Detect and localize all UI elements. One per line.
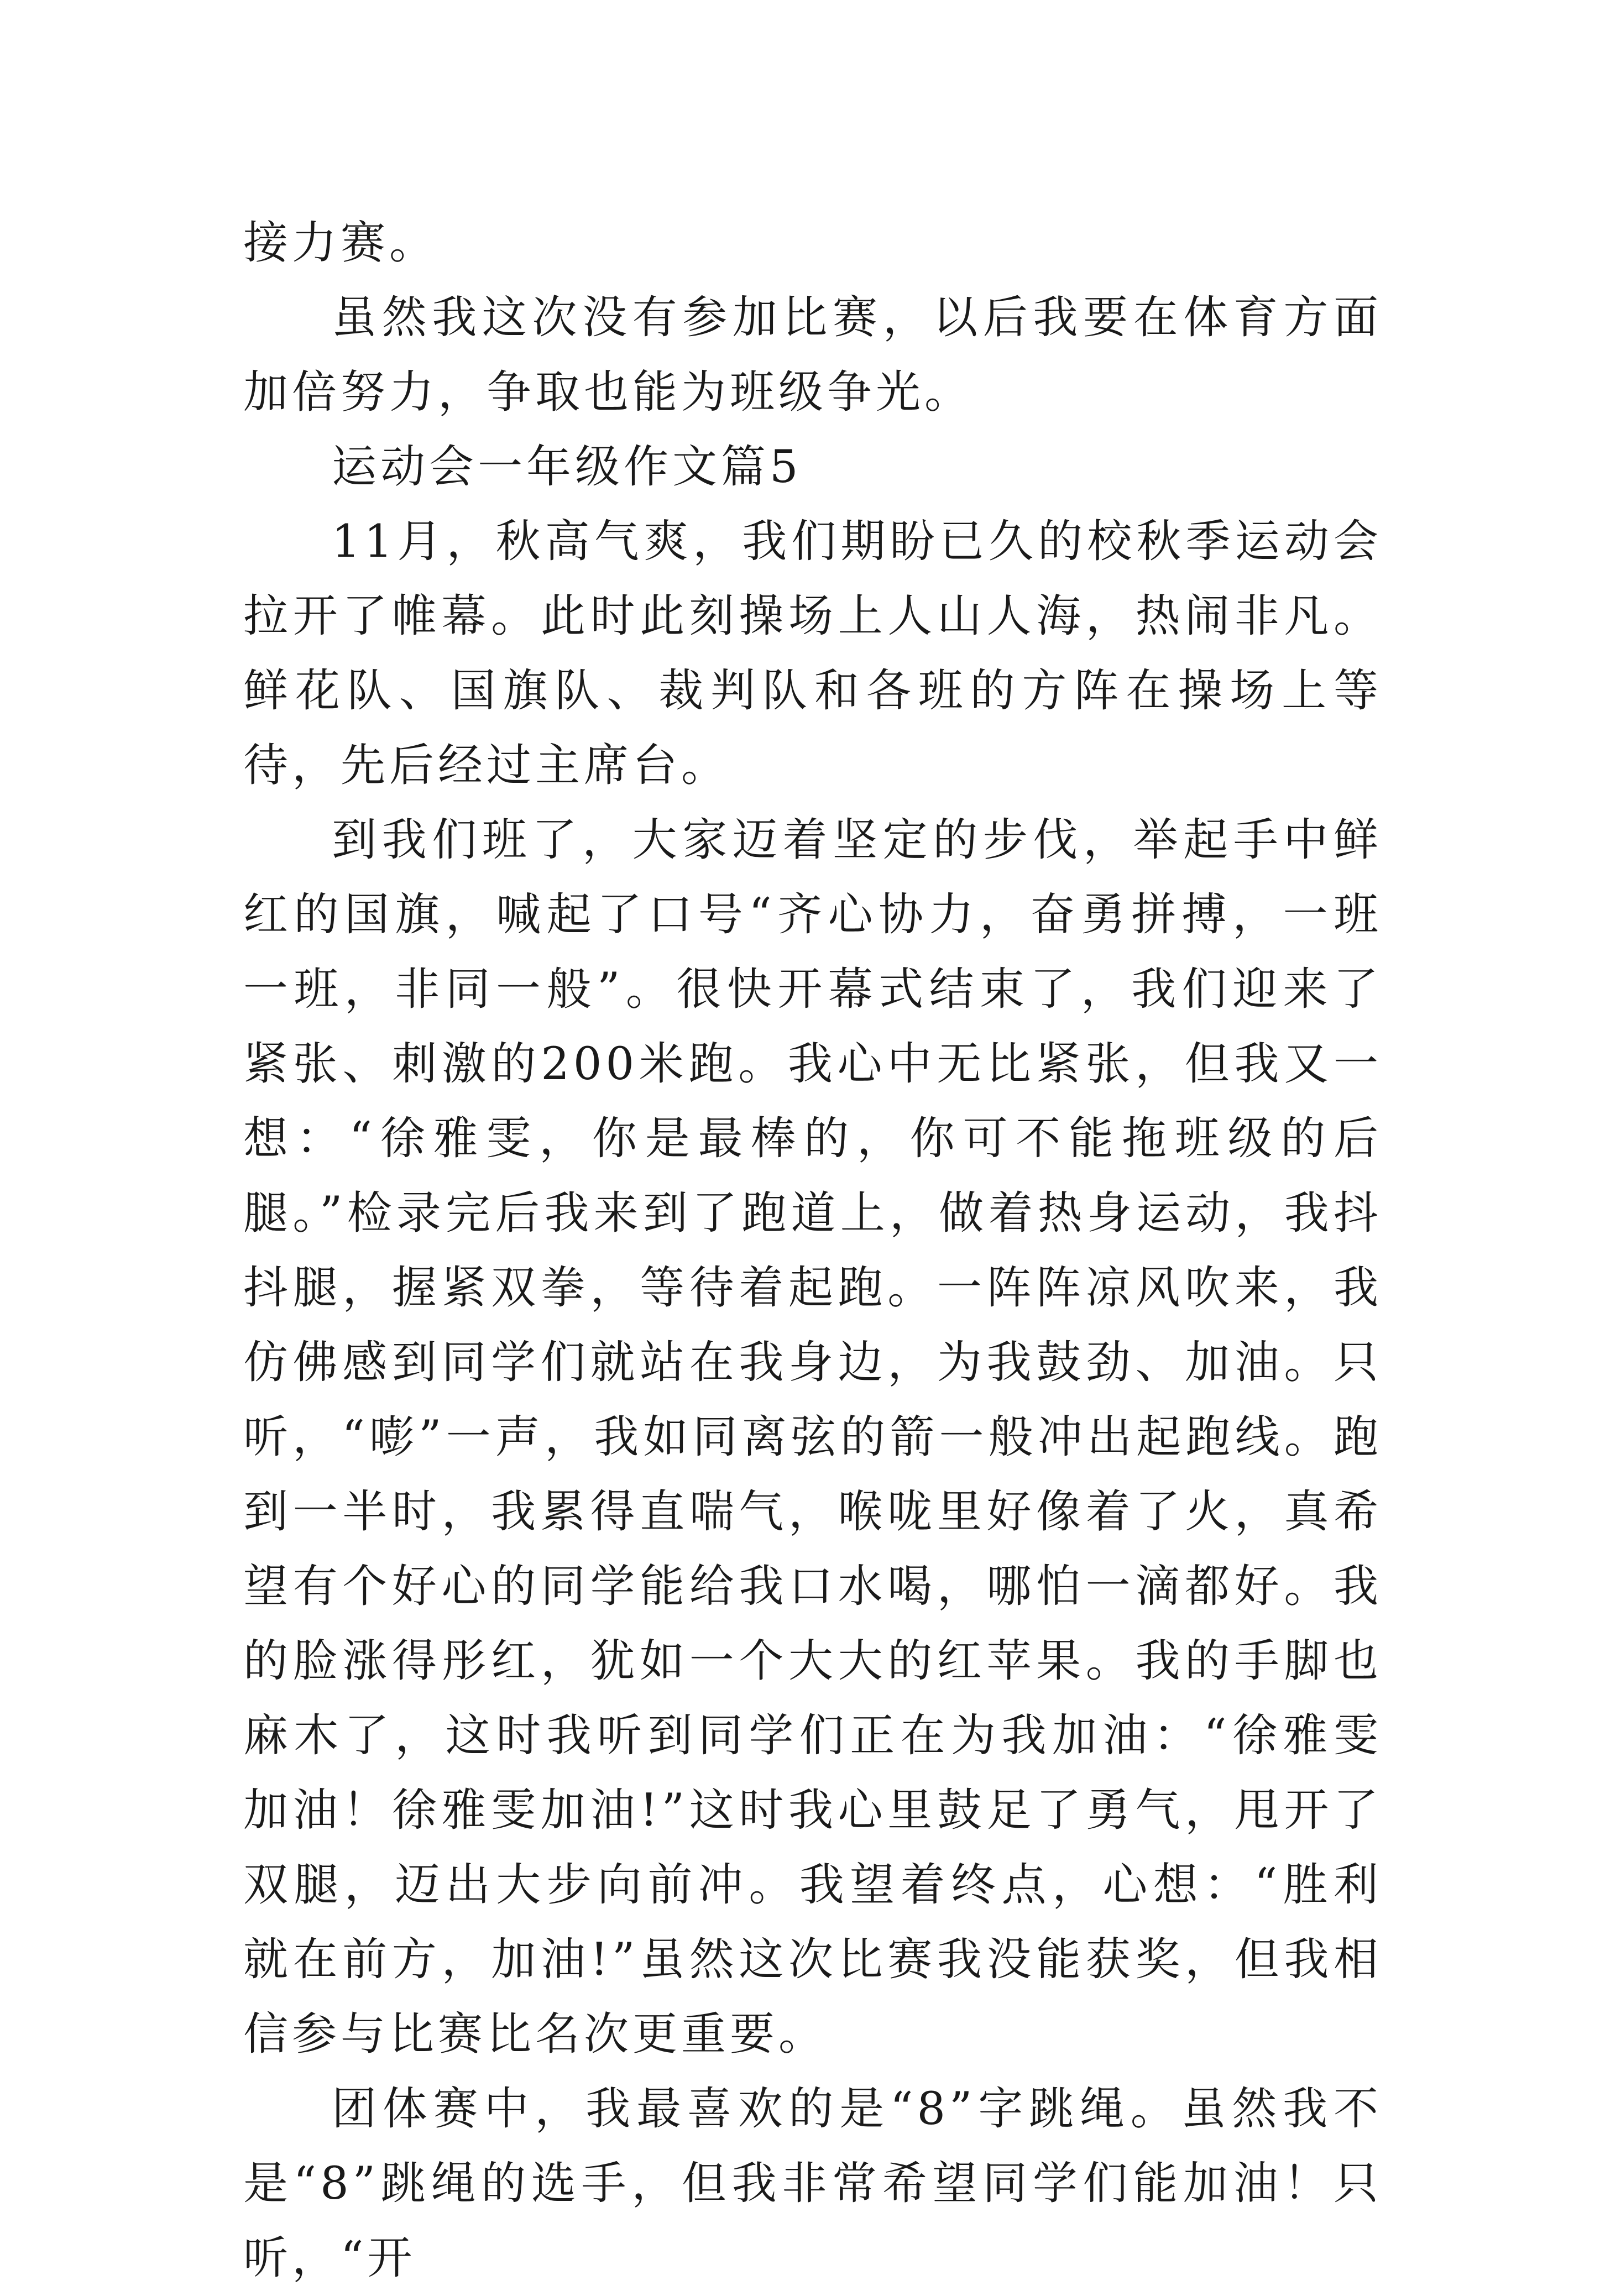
- paragraph: 11月，秋高气爽，我们期盼已久的校秋季运动会拉开了帷幕。此时此刻操场上人山人海，热闹非凡。鲜花队、国旗队、裁判队和各班的方阵在操场上等待，先后经过主席台。: [243, 516, 1382, 792]
- paragraph: 虽然我这次没有参加比赛，以后我要在体育方面加倍努力，争取也能为班级争光。: [243, 292, 1382, 419]
- paragraph: 团体赛中，我最喜欢的是“8”字跳绳。虽然我不是“8”跳绳的选手，但我非常希望同学们能加油！只听，“开: [243, 2083, 1382, 2284]
- section-heading: 运动会一年级作文篇5: [332, 441, 802, 493]
- document-body: [243, 206, 1382, 2296]
- paragraph: 到我们班了，大家迈着坚定的步伐，举起手中鲜红的国旗，喊起了口号“齐心协力，奋勇拼搏，一班一班，非同一般”。很快开幕式结束了，我们迎来了紧张、刺激的200米跑。我心中无比紧张，但我又一想：“徐雅雯，你是最棒的，你可不能拖班级的后腿。”检录完后我来到了跑道上，做着热身运动，我抖抖腿，握紧双拳，等待着起跑。一阵阵凉风吹来，我仿佛感到同学们就站在我身边，为我鼓劲、加油。只听，“嘭”一声，我如同离弦的箭一般冲出起跑线。跑到一半时，我累得直喘气，喉咙里好像着了火，真希望有个好心的同学能给我口水喝，哪怕一滴都好。我的脸涨得彤红，犹如一个大大的红苹果。我的手脚也麻木了，这时我听到同学们正在为我加油：“徐雅雯加油！徐雅雯加油!”这时我心里鼓足了勇气，甩开了双腿，迈出大步向前冲。我望着终点，心想：“胜利就在前方，加油!”虽然这次比赛我没能获奖，但我相信参与比赛比名次更重要。: [243, 814, 1382, 2060]
- paragraph: 接力赛。: [243, 217, 438, 269]
